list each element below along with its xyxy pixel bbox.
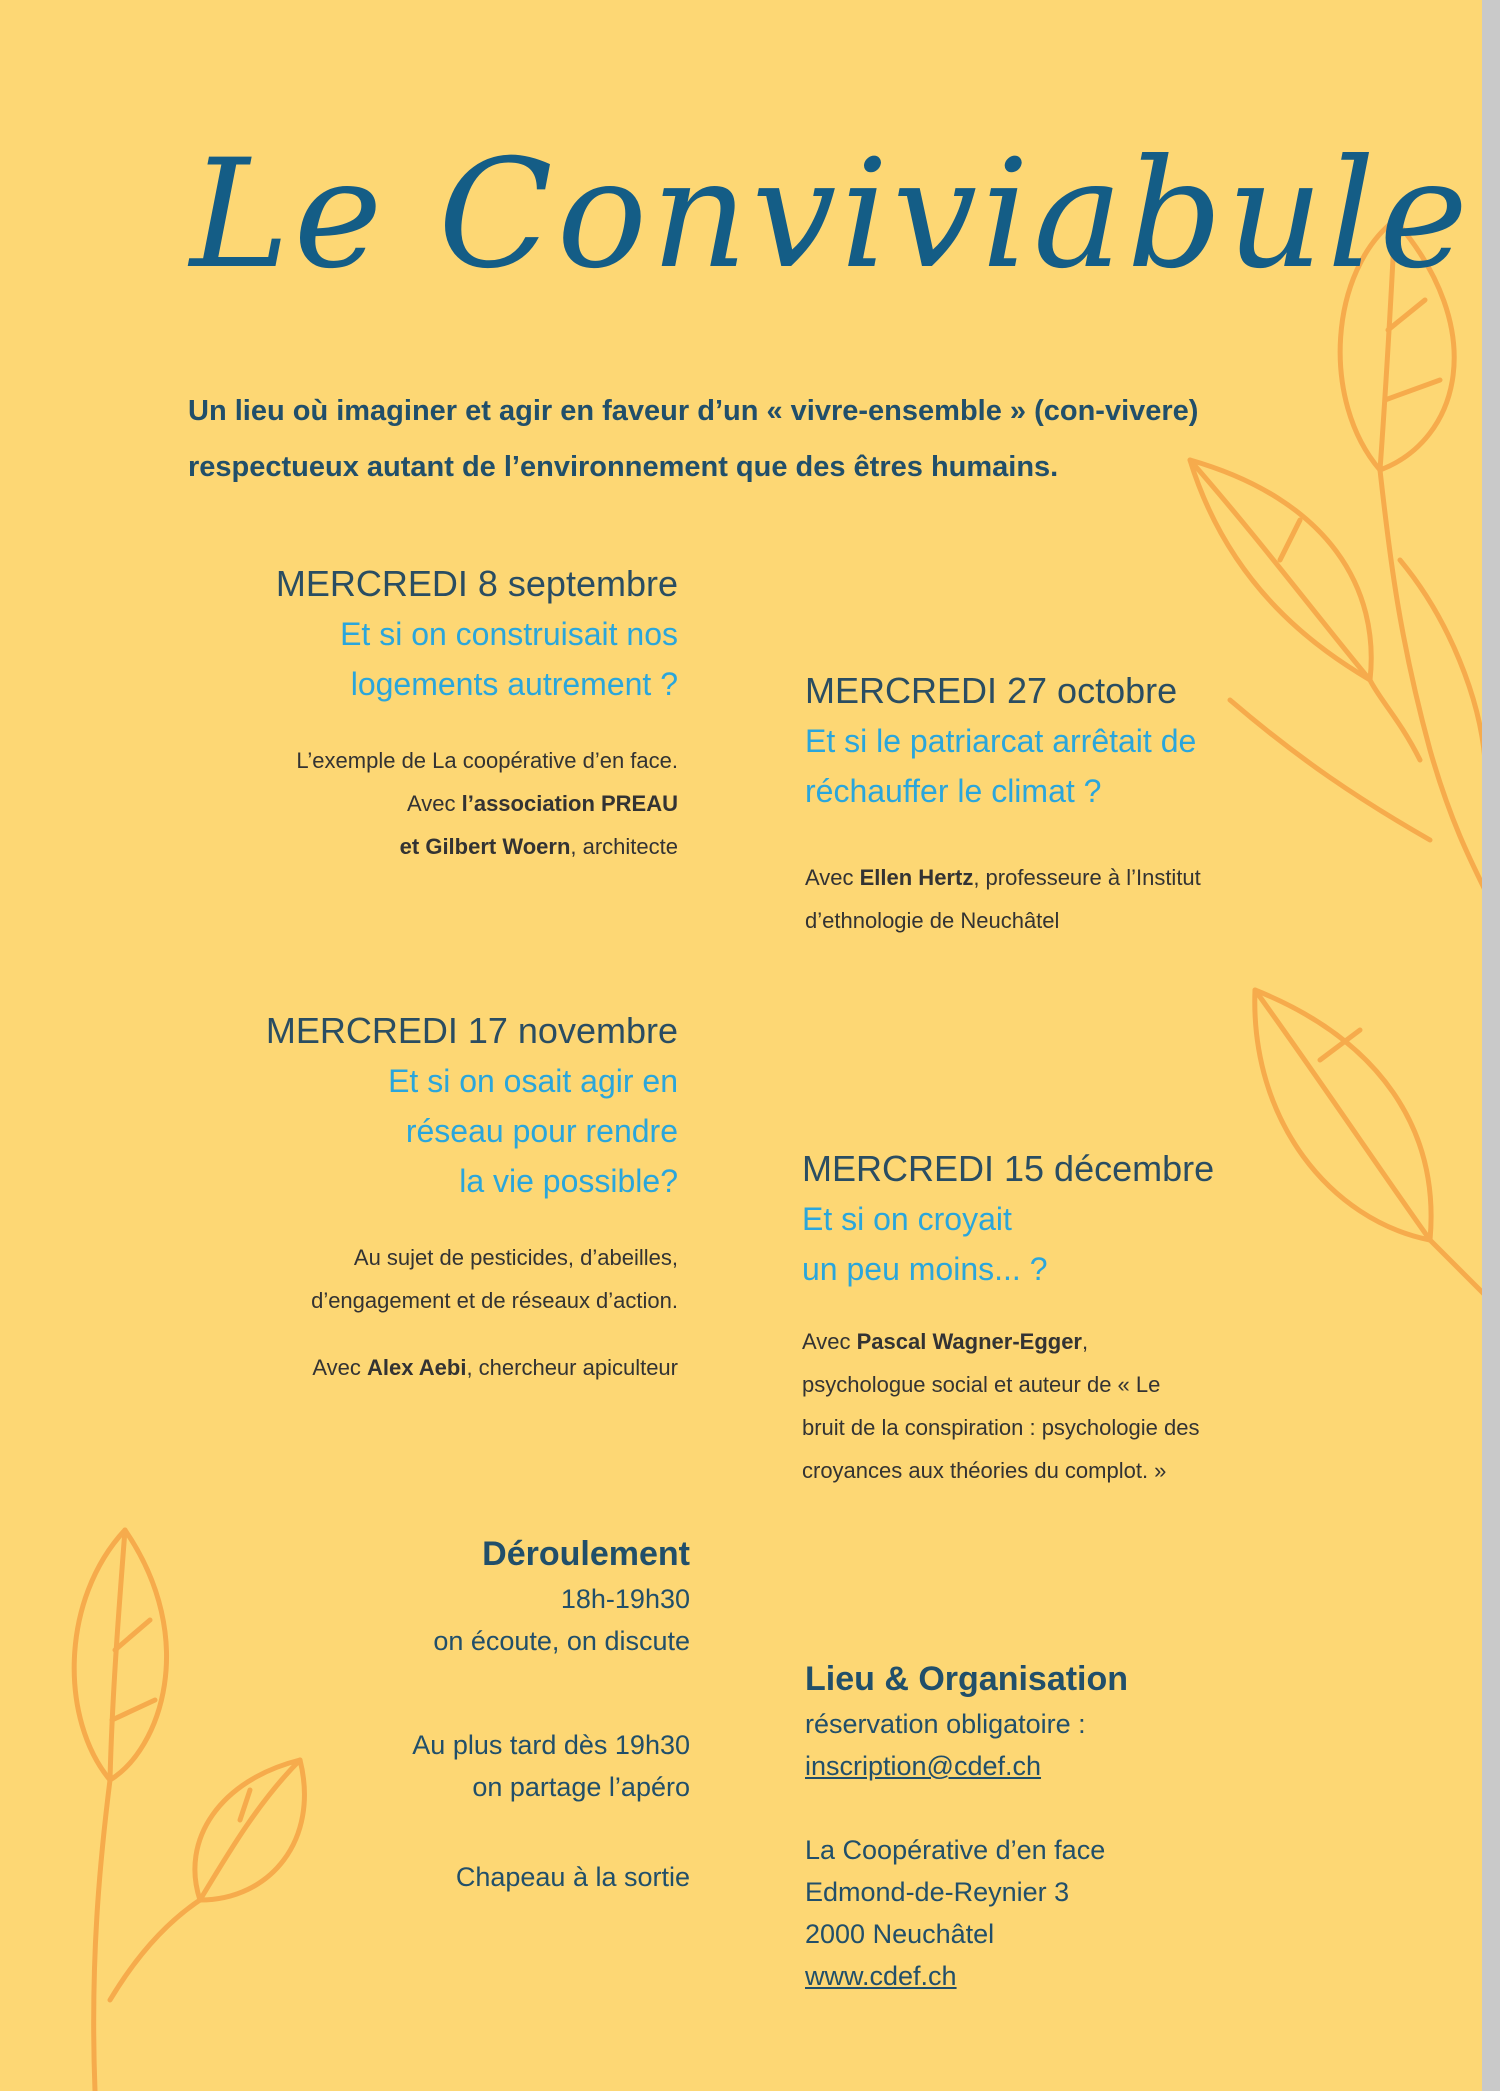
schedule-line: on partage l’apéro: [472, 1772, 690, 1802]
intro-text: [188, 383, 1338, 495]
event-detail: [266, 1346, 678, 1389]
event-detail: [802, 1320, 1214, 1363]
reservation-note: réservation obligatoire :: [805, 1709, 1086, 1739]
event-question: Et si on croyait: [802, 1201, 1012, 1237]
event-december: [802, 1144, 1214, 1492]
event-date: MERCREDI 8 septembre: [275, 563, 678, 604]
detail-text: , professeure à l’Institut: [973, 865, 1201, 890]
address-line: 2000 Neuchâtel: [805, 1919, 995, 1949]
email-link[interactable]: inscription@cdef.ch: [805, 1751, 1042, 1781]
schedule-line: Au plus tard dès 19h30: [412, 1730, 690, 1760]
speaker-name: Pascal Wagner-Egger: [856, 1329, 1082, 1354]
detail-text: Avec: [312, 1355, 367, 1380]
event-detail: psychologue social et auteur de « Le: [802, 1372, 1161, 1397]
event-question: Et si on osait agir en: [388, 1063, 678, 1099]
deroulement-heading: Déroulement: [482, 1535, 690, 1573]
event-question: la vie possible?: [459, 1163, 678, 1199]
event-detail: [276, 782, 678, 825]
speaker-name: et Gilbert Woern: [399, 834, 571, 859]
event-detail: [276, 825, 678, 868]
event-september: [276, 559, 678, 868]
deroulement-section: [412, 1530, 690, 1898]
event-detail: croyances aux théories du complot. »: [802, 1458, 1167, 1483]
event-detail: d’ethnologie de Neuchâtel: [805, 908, 1060, 933]
event-detail: L’exemple de La coopérative d’en face.: [296, 748, 678, 773]
detail-text: ,: [1082, 1329, 1089, 1354]
event-detail: d’engagement et de réseaux d’action.: [311, 1288, 678, 1313]
detail-text: , architecte: [570, 834, 678, 859]
event-question: Et si le patriarcat arrêtait de: [805, 723, 1197, 759]
speaker-name: Ellen Hertz: [859, 865, 974, 890]
website-link[interactable]: www.cdef.ch: [805, 1961, 957, 1991]
address-line: Edmond-de-Reynier 3: [805, 1877, 1070, 1907]
event-date: MERCREDI 27 octobre: [805, 670, 1178, 711]
event-detail: [805, 856, 1201, 899]
event-question: réchauffer le climat ?: [805, 773, 1102, 809]
schedule-line: 18h-19h30: [560, 1584, 690, 1614]
event-question: réseau pour rendre: [405, 1113, 678, 1149]
lieu-heading: Lieu & Organisation: [805, 1660, 1129, 1698]
schedule-line: on écoute, on discute: [433, 1626, 690, 1656]
event-question: un peu moins... ?: [802, 1251, 1048, 1287]
leaf-top-right-3: [1400, 560, 1485, 760]
detail-text: , chercheur apiculteur: [466, 1355, 678, 1380]
detail-text: Avec: [802, 1329, 857, 1354]
event-question: Et si on construisait nos: [340, 616, 678, 652]
lieu-section: [805, 1655, 1128, 1997]
event-date: MERCREDI 15 décembre: [802, 1148, 1215, 1189]
intro-line-1: Un lieu où imaginer et agir en faveur d’un « vivre-ensemble » (con-vivere): [188, 395, 1199, 427]
speaker-name: Alex Aebi: [366, 1355, 467, 1380]
event-november: [266, 1006, 678, 1389]
event-detail: Au sujet de pesticides, d’abeilles,: [353, 1245, 678, 1270]
detail-text: Avec: [805, 865, 860, 890]
speaker-name: l’association PREAU: [461, 791, 678, 816]
event-question: logements autrement ?: [350, 666, 678, 702]
address-line: La Coopérative d’en face: [805, 1835, 1106, 1865]
event-october: [805, 666, 1201, 942]
event-detail: bruit de la conspiration : psychologie des: [802, 1415, 1200, 1440]
page-edge: [1482, 0, 1500, 2091]
detail-text: Avec: [406, 791, 462, 816]
schedule-line: Chapeau à la sortie: [455, 1862, 690, 1892]
event-date: MERCREDI 17 novembre: [265, 1010, 678, 1051]
intro-line-2: respectueux autant de l’environnement que des êtres humains.: [188, 451, 1059, 483]
poster-title: Le Conviviabule: [190, 128, 1472, 302]
